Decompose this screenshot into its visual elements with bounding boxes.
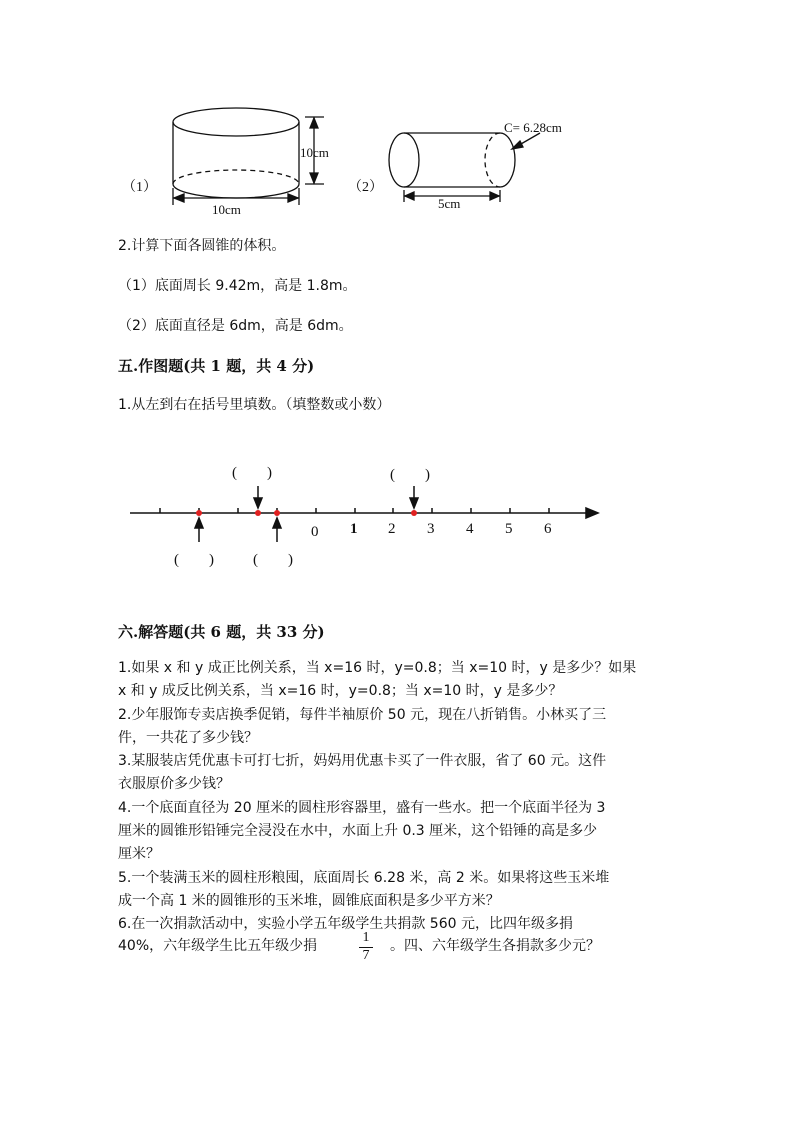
blank-bottom-left[interactable]: ( ) xyxy=(174,552,214,568)
blank-top-left[interactable]: ( ) xyxy=(232,465,272,481)
fraction-one-seventh xyxy=(358,930,374,964)
fraction-denominator: 7 xyxy=(362,948,370,963)
q6-line-10: 5.一个装满玉米的圆柱形粮囤，底面周长 6.28 米，高 2 米。如果将这些玉米堆 xyxy=(118,869,610,886)
q2-item-1: （1）底面周长 9.42m，高是 1.8m。 xyxy=(118,278,357,294)
section-6-heading: 六.解答题(共 6 题，共 33 分) xyxy=(118,623,325,641)
tick-label-2: 2 xyxy=(388,521,396,537)
q6-line-7: 4.一个底面直径为 20 厘米的圆柱形容器里，盛有一些水。把一个底面半径为 3 xyxy=(118,799,606,816)
q6-line-4: 件，一共花了多少钱？ xyxy=(118,729,258,746)
figure-1-label: （1） xyxy=(122,180,157,195)
q6-line-9: 厘米？ xyxy=(118,846,160,863)
q2-title: 2.计算下面各圆锥的体积。 xyxy=(118,238,286,254)
cylinder-figures xyxy=(0,0,794,225)
q2-item-2: （2）底面直径是 6dm，高是 6dm。 xyxy=(118,318,353,334)
tick-label-5: 5 xyxy=(505,521,513,537)
figure-2-label: （2） xyxy=(348,180,383,195)
section-5-q1: 1.从左到右在括号里填数。（填整数或小数） xyxy=(118,397,391,413)
blank-top-right[interactable]: ( ) xyxy=(390,467,430,483)
section-6-questions xyxy=(118,657,678,937)
q6-line-5: 3.某服装店凭优惠卡可打七折，妈妈用优惠卡买了一件衣服，省了 60 元。这件 xyxy=(118,753,607,770)
q6-line-2: x 和 y 成反比例关系，当 x=16 时，y=0.8；当 x=10 时，y 是多少？ xyxy=(118,683,563,700)
q6-last-line-part1: 40%，六年级学生比五年级少捐 xyxy=(118,938,318,954)
number-line-arrowhead xyxy=(586,508,598,518)
figure-1-height-label: 10cm xyxy=(300,145,329,160)
figure-2-length-label: 5cm xyxy=(438,196,461,211)
section-5-heading: 五.作图题(共 1 题，共 4 分) xyxy=(118,357,315,375)
point-c xyxy=(274,510,280,516)
q6-line-8: 厘米的圆锥形铅锤完全浸没在水中，水面上升 0.3 厘米，这个铅锤的高是多少 xyxy=(118,823,598,840)
number-line xyxy=(0,450,794,580)
q6-line-3: 2.少年服饰专卖店换季促销，每件半袖原价 50 元，现在八折销售。小林买了三 xyxy=(118,706,607,723)
point-a xyxy=(196,510,202,516)
figure-1-diameter-label: 10cm xyxy=(212,202,241,217)
q6-line-1: 1.如果 x 和 y 成正比例关系，当 x=16 时，y=0.8；当 x=10 时，y 是多少？如果 xyxy=(118,660,637,676)
point-d xyxy=(411,510,417,516)
tick-label-1: 1 xyxy=(350,521,358,537)
tick-label-3: 3 xyxy=(427,521,435,537)
figure-2-circumference-label: C= 6.28cm xyxy=(504,120,562,135)
q6-line-6: 衣服原价多少钱？ xyxy=(118,776,230,793)
q6-last-line-part2: 。四、六年级学生各捐款多少元？ xyxy=(390,938,600,954)
figure-2-cylinder xyxy=(389,133,540,202)
tick-label-0: 0 xyxy=(311,524,319,540)
fraction-numerator: 1 xyxy=(362,930,370,945)
tick-label-6: 6 xyxy=(544,521,552,537)
point-b xyxy=(255,510,261,516)
q6-line-12: 6.在一次捐款活动中，实验小学五年级学生共捐款 560 元，比四年级多捐 xyxy=(118,916,573,933)
tick-label-4: 4 xyxy=(466,521,474,537)
blank-bottom-mid[interactable]: ( ) xyxy=(253,552,293,568)
q6-line-11: 成一个高 1 米的圆锥形的玉米堆，圆锥底面积是多少平方米？ xyxy=(118,892,500,909)
